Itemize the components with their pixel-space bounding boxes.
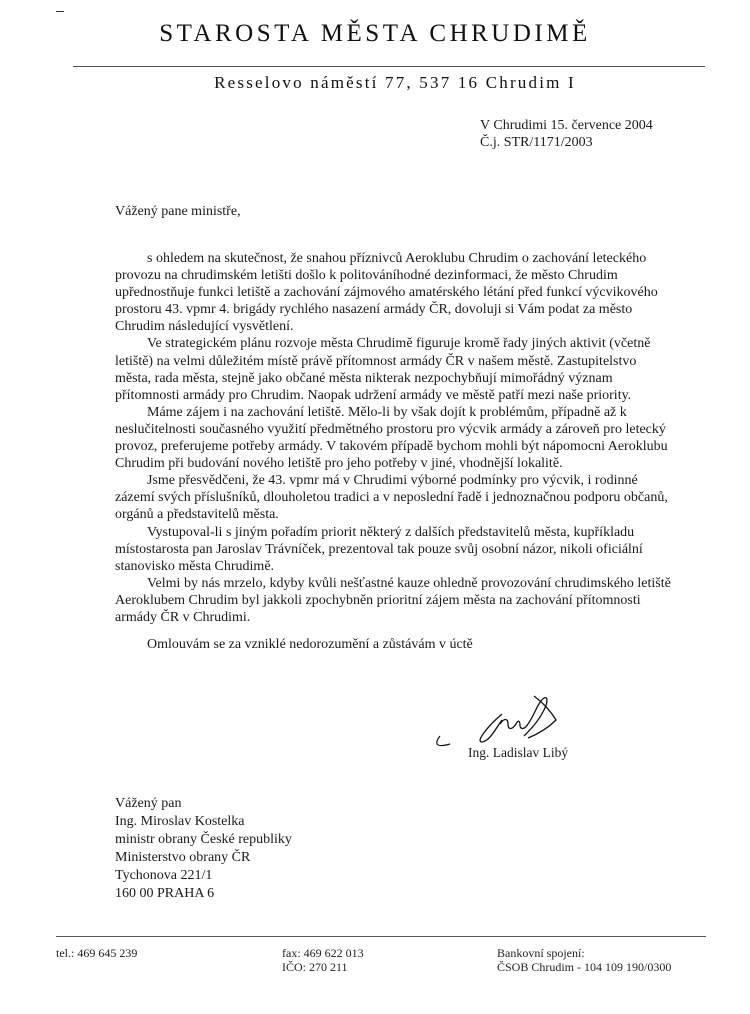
- paragraph-text: Jsme přesvědčeni, že 43. vpmr má v Chrudimi výborné podmínky pro výcvik, i rodinné zázemí svých příslušníků, dlouholetou tradici a v neposlední řadě i jednoznačnou podporu občanů, orgánů a představitelů města.: [115, 473, 668, 523]
- letterhead-title: STAROSTA MĚSTA CHRUDIMĚ: [159, 20, 591, 47]
- paragraph-text: Vystupoval-li s jiným pořadím priorit některý z dalších představitelů města, kupříkladu místostarosta pan Jaroslav Trávníček, prezentoval tak pouze svůj osobní názor, nikoli oficiální stanovisko města Chrudimě.: [115, 524, 643, 574]
- paragraph: [115, 524, 675, 575]
- footer-ico: IČO: 270 211: [282, 960, 348, 974]
- salutation: Vážený pane ministře,: [115, 204, 241, 219]
- reference-number: Č.j. STR/1171/2003: [480, 135, 593, 150]
- footer-divider: [56, 936, 706, 937]
- closing-paragraph: [115, 636, 675, 653]
- paragraph-text: Omlouvám se za vzniklé nedorozumění a zůstávám v úctě: [147, 637, 473, 653]
- paragraph: [115, 335, 675, 403]
- recipient-address: [115, 795, 292, 903]
- footer-fax-ico: [282, 946, 364, 974]
- letter-date: V Chrudimi 15. července 2004: [480, 118, 653, 133]
- signer-name: Ing. Ladislav Libý: [468, 745, 569, 760]
- paragraph-text: Ve strategickém plánu rozvoje města Chrudimě figuruje kromě řady jiných aktivit (včetně letiště) na velmi důležitém místě právě přítomnost armády ČR v našem městě. Zastupitelstvo města, rada města, stejně jako občané města nikterak nezpochybňují mimořádný význam přítomnosti armády pro Chrudim. Naopak udržení armády ve městě patří mezi naše priority.: [115, 336, 651, 403]
- paragraph: [115, 472, 675, 523]
- recipient-line: Ing. Miroslav Kostelka: [115, 814, 245, 829]
- footer-bank: [497, 946, 671, 974]
- recipient-line: Ministerstvo obrany ČR: [115, 850, 251, 865]
- recipient-line: 160 00 PRAHA 6: [115, 886, 215, 901]
- footer-bank-account: ČSOB Chrudim - 104 109 190/0300: [497, 960, 672, 974]
- paragraph-text: Velmi by nás mrzelo, kdyby kvůli nešťastné kauze ohledně provozování chrudimského letiště Aeroklubem Chrudim byl jakkoli zpochybněn prioritní zájem města na zachování přítomnosti armády ČR v Chrudimi.: [115, 575, 671, 625]
- letterhead-address: Resselovo náměstí 77, 537 16 Chrudim I: [214, 73, 576, 92]
- paragraph-text: Máme zájem i na zachování letiště. Mělo-li by však dojít k problémům, případně až k neslučitelnosti současného využití předmětného prostoru pro výcvik armády a zároveň pro letecký provoz, preferujeme potřeby armády. V takovém případě bychom mohli být nápomocni Aeroklubu Chrudim při budování nového letiště pro jeho potřeby v jiné, vhodnější lokalitě.: [115, 404, 668, 472]
- footer-phone: tel.: 469 645 239: [56, 946, 138, 960]
- recipient-line: Vážený pan: [115, 796, 182, 811]
- letter-body: [115, 250, 675, 653]
- paragraph: [115, 575, 675, 626]
- header-divider: [73, 66, 705, 67]
- recipient-line: Tychonova 221/1: [115, 868, 213, 883]
- letter-meta: [480, 117, 653, 151]
- paragraph: [115, 404, 675, 472]
- footer-bank-label: Bankovní spojení:: [497, 946, 585, 960]
- paragraph-text: s ohledem na skutečnost, že snahou příznivců Aeroklubu Chrudim o zachování leteckého provozu na chrudimském letišti došlo k politováníhodné dezinformaci, že město Chrudim upřednostňuje funkci letiště a zachování zájmového amatérského létání před funkcí výcvikového prostoru 43. vpmr 4. brigády rychlého nasazení armády ČR, dovoluji si Vám podat za město Chrudim následující vysvětlení.: [115, 251, 658, 335]
- recipient-line: ministr obrany České republiky: [115, 832, 292, 847]
- footer-fax: fax: 469 622 013: [282, 946, 364, 960]
- corner-mark: [56, 11, 64, 12]
- paragraph: [115, 250, 675, 335]
